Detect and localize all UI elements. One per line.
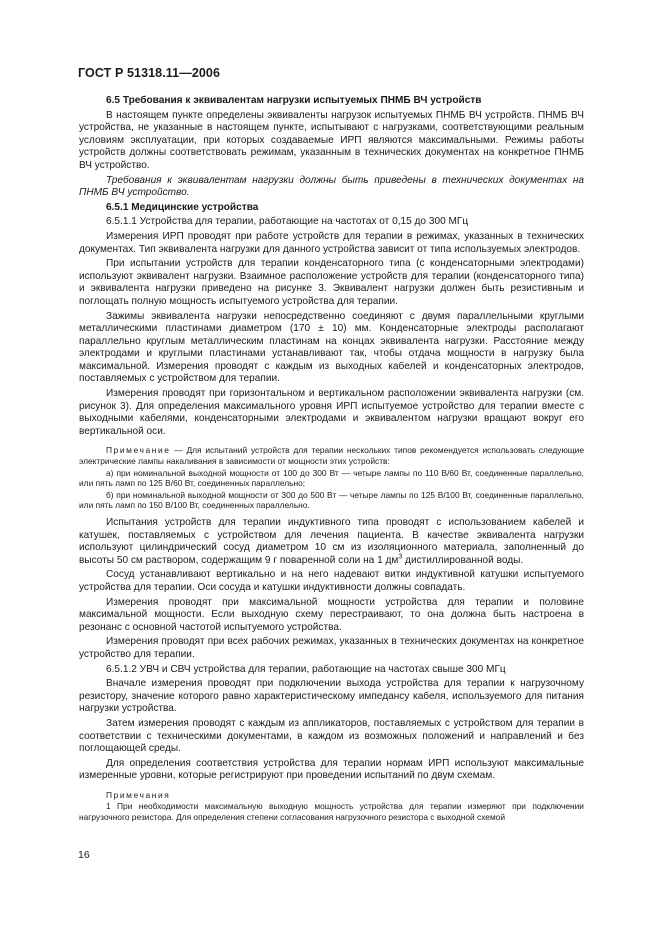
section-6-5-1-1-paragraph-6: Сосуд устанавливают вертикально и на него надевают витки индуктивной катушки испытуемого устройства для терапии. Оси сосуда и катушки индуктивности должны совпадать. [79,569,584,593]
note-lamps [79,445,584,466]
page-number: 16 [78,849,90,861]
section-6-5-1-2-paragraph-3: Для определения соответствия устройства для терапии нормам ИРП используют максимальные измеренные уровни, которые регистрируют при проведении испытаний по двум схемам. [79,757,584,782]
section-6-5-1-1-heading: 6.5.1.1 Устройства для терапии, работающие на частотах от 0,15 до 300 МГц [106,216,469,228]
document-body [79,95,584,824]
section-6-5-1-2-paragraph-2: Затем измерения проводят с каждым из аппликаторов, поставляемых с устройством для терапии в соответствии с техническими документами, в каждом из возможных положений и направлений и без поглощающей среды. [79,717,584,755]
section-6-5-1-1-paragraph-3: Зажимы эквивалента нагрузки непосредственно соединяют с двумя параллельными круглыми металлическими пластинами диаметром (170 ± 10) мм. Конденсаторные электроды располагают параллельно круглым металлическим пластинам на концах эквивалента нагрузки. Расстояние между электродами и круглыми пластинами устанавливают так, чтобы отдача мощности в нагрузку была максимальной. Измерения проводят с каждым из выходных кабелей и конденсаторных электродов, поставляемых с устройством для терапии. [79,310,584,385]
section-6-5-paragraph-2: Требования к эквивалентам нагрузки должны быть приведены в технических документах на ПНМБ ВЧ устройство. [79,174,584,199]
section-6-5-1-1-paragraph-8: Измерения проводят при всех рабочих режимах, указанных в технических документах на конкретное устройство для терапии. [79,636,584,660]
section-6-5-1-2-paragraph-1: Вначале измерения проводят при подключении выхода устройства для терапии к нагрузочному резистору, значение которого равно характеристическому импедансу кабеля, используемого для питания нагрузки устройства. [79,678,584,715]
section-6-5-1-1-paragraph-2: При испытании устройств для терапии конденсаторного типа (с конденсаторными электродами) используют эквивалент нагрузки. Взаимное расположение устройств для терапии (конденсаторного типа) и эквивалента нагрузки приведено на рисунке 3. Эквивалент нагрузки должен быть резистивным и поглощать полную мощность испытуемого устройства для терапии. [79,258,584,307]
section-6-5-1-1-paragraph-5 [79,517,584,567]
paragraph-5-superscript: 3 [398,553,403,561]
section-6-5-1-2-heading: 6.5.1.2 УВЧ и СВЧ устройства для терапии, работающие на частотах свыше 300 МГц [106,663,506,675]
note-label: Примечание [106,445,171,456]
section-6-5-heading: 6.5 Требования к эквивалентам нагрузки испытуемых ПНМБ ВЧ устройств [106,95,482,106]
notes-label: Примечания [106,789,171,800]
note-item-b: б) при номинальной выходной мощности от 300 до 500 Вт — четыре лампы по 125 В/100 Вт, соединенные параллельно, или пять ламп по 150 В/100 Вт, соединенных параллельно. [79,489,584,511]
note-item-a: а) при номинальной выходной мощности от 100 до 300 Вт — четыре лампы по 110 В/60 Вт, соединенные параллельно, или пять ламп по 125 В/60 Вт, соединенных параллельно; [79,467,584,489]
section-6-5-paragraph-1: В настоящем пункте определены эквиваленты нагрузок испытуемых ПНМБ ВЧ устройств. ПНМБ ВЧ устройства, не указанные в настоящем пункте, испытывают с нагрузками, соответствующими реальным условиям эксплуатации, при которых создаваемые ИРП являются максимальными. Режимы работы устройств должны соответствовать режимам, указанным в технических документах на конкретное ПНМБ ВЧ устройство. [79,109,584,171]
note-1: 1 При необходимости максимальную выходную мощность устройства для терапии измеряют при подключении нагрузочного резистора. Для определения степени согласования нагрузочного резистора с выходной схемой [79,801,584,823]
section-6-5-1-1-paragraph-4: Измерения проводят при горизонтальном и вертикальном расположении эквивалента нагрузки (см. рисунок 3). Для определения максимального уровня ИРП испытуемое устройство для терапии вместе с выходными кабелями, конденсаторными электродами и эквивалентом нагрузки вращают вокруг его вертикальной оси. [79,388,584,437]
note-text: — Для испытаний устройств для терапии нескольких типов рекомендуется использовать следующие электрические лампы накаливания в зависимости от мощности этих устройств: [79,445,584,467]
paragraph-5-text: Испытания устройств для терапии индуктивного типа проводят с использованием кабелей и катушек, поставляемых с устройством для лечения пациента. В качестве эквивалента нагрузки используют цилиндрический сосуд диаметром 10 см из изоляционного материала, заполненный до высоты 50 см раствором, содержащим 9 г поваренной соли на 1 дм [79,517,584,566]
notes-heading [79,790,584,801]
section-6-5-1-1-paragraph-7: Измерения проводят при максимальной мощности устройства для терапии и половине максимальной мощности. Если выходную схему перестраивают, то она должна быть настроена в резонанс с основной частотой испытуемого устройства. [79,596,584,633]
section-6-5-1-heading: 6.5.1 Медицинские устройства [106,201,259,213]
document-header: ГОСТ Р 51318.11—2006 [78,66,221,80]
section-6-5-1-1-paragraph-1: Измерения ИРП проводят при работе устройств для терапии в режимах, указанных в технических документах. Тип эквивалента нагрузки для данного устройства зависит от типа используемых электродов. [79,230,584,255]
paragraph-5-text-end: дистиллированной воды. [402,554,524,566]
